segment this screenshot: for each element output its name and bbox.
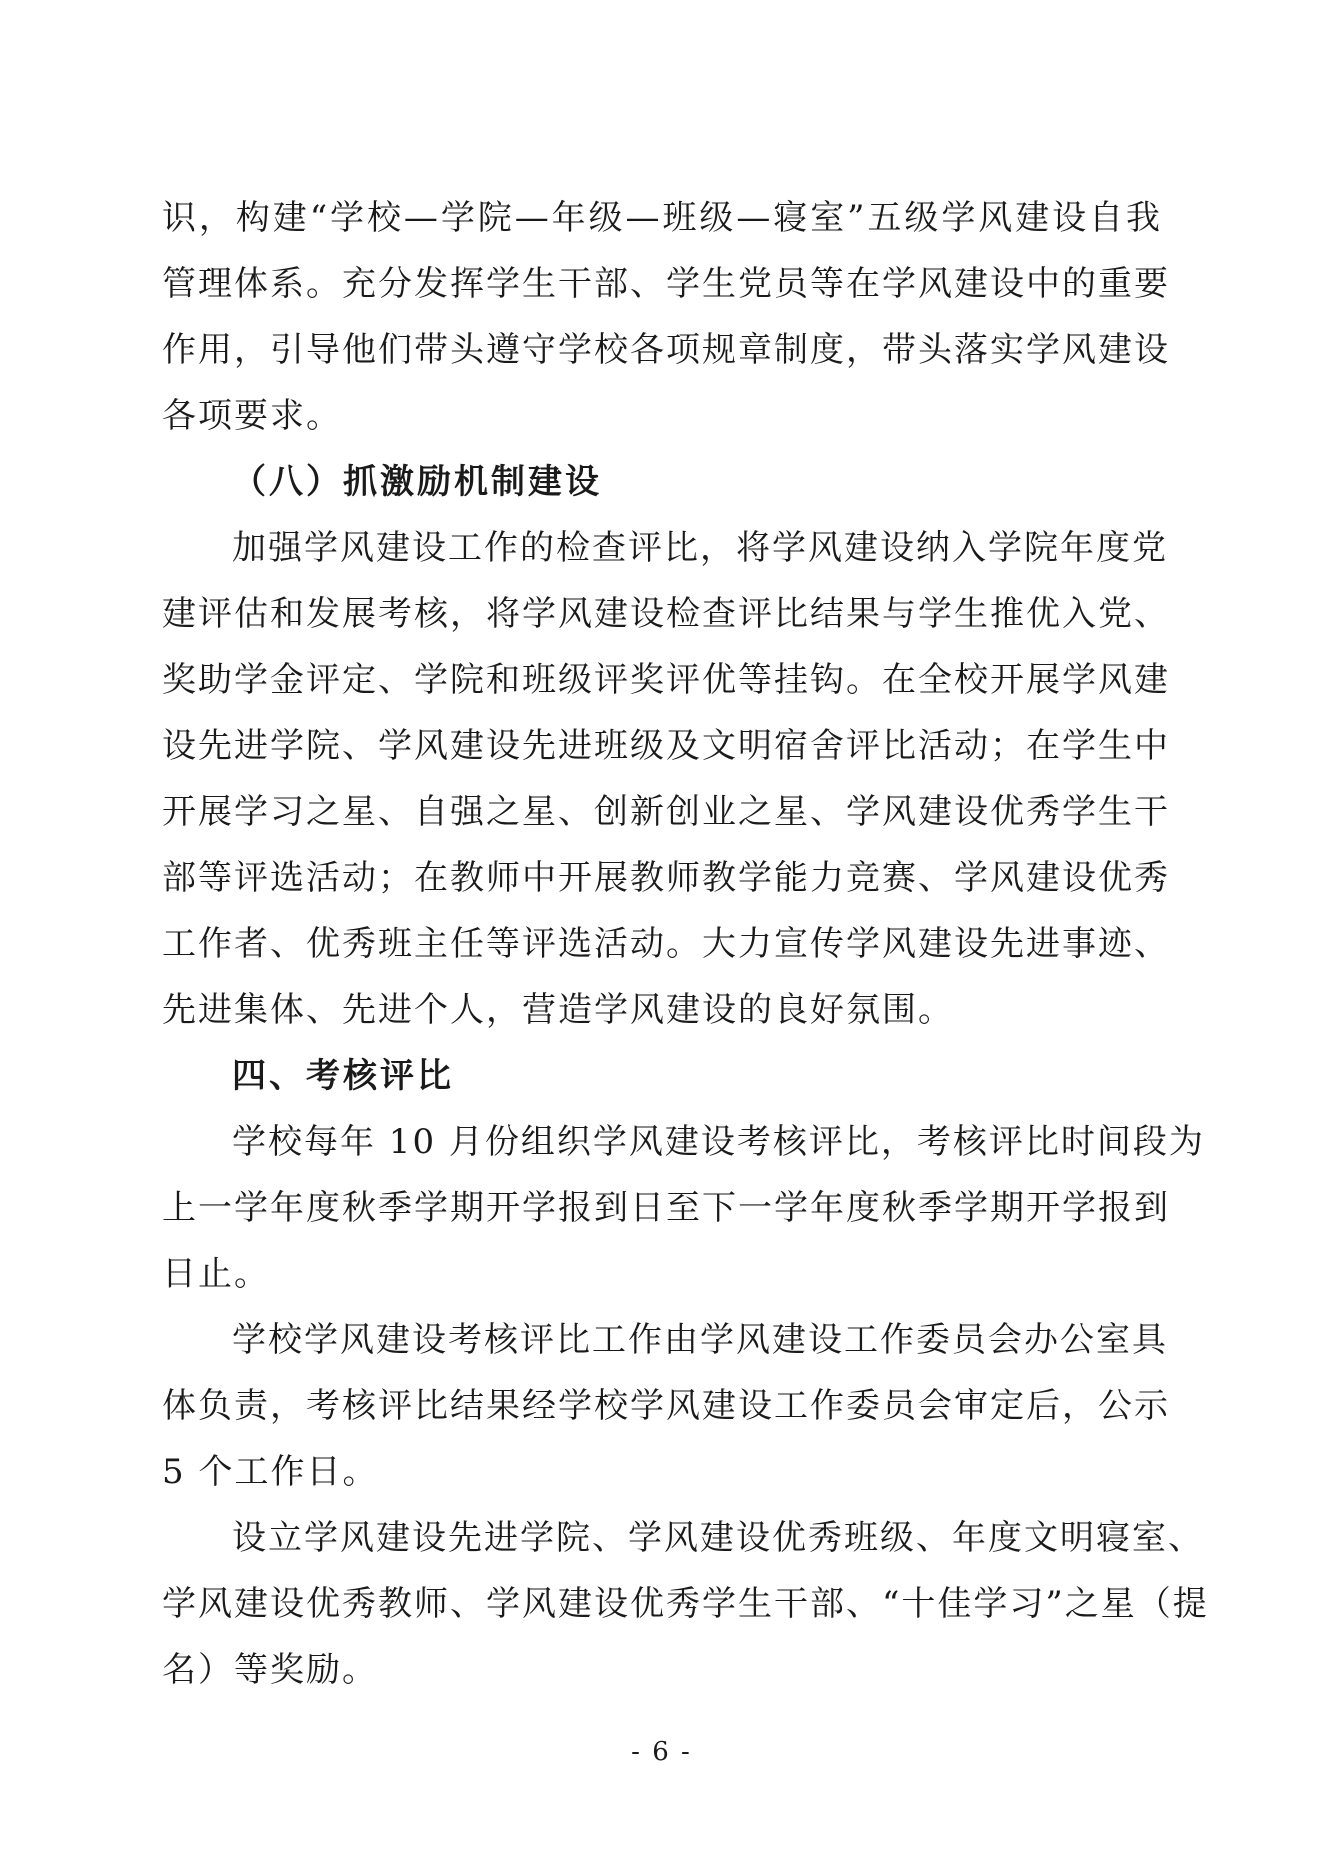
paragraph-line: 建评估和发展考核，将学风建设检查评比结果与学生推优入党、 — [162, 594, 1170, 634]
section-heading: 四、考核评比 — [232, 1056, 454, 1096]
paragraph-line: 部等评选活动；在教师中开展教师教学能力竞赛、学风建设优秀 — [162, 858, 1170, 898]
paragraph-line: 作用，引导他们带头遵守学校各项规章制度，带头落实学风建设 — [162, 330, 1170, 370]
paragraph-line: 设先进学院、学风建设先进班级及文明宿舍评比活动；在学生中 — [162, 726, 1170, 766]
paragraph-line: 名）等奖励。 — [162, 1650, 378, 1690]
paragraph-line: 识，构建“学校—学院—年级—班级—寝室”五级学风建设自我 — [162, 198, 1162, 238]
paragraph-line: 学风建设优秀教师、学风建设优秀学生干部、“十佳学习”之星（提 — [162, 1584, 1209, 1624]
paragraph-line: 5 个工作日。 — [162, 1452, 379, 1492]
paragraph-line: 加强学风建设工作的检查评比，将学风建设纳入学院年度党 — [232, 528, 1168, 568]
paragraph-line: 上一学年度秋季学期开学报到日至下一学年度秋季学期开学报到 — [162, 1188, 1170, 1228]
paragraph-line: 学校学风建设考核评比工作由学风建设工作委员会办公室具 — [232, 1320, 1168, 1360]
paragraph-line: 先进集体、先进个人，营造学风建设的良好氛围。 — [162, 990, 954, 1030]
paragraph-line: 奖助学金评定、学院和班级评奖评优等挂钩。在全校开展学风建 — [162, 660, 1170, 700]
paragraph-line: 设立学风建设先进学院、学风建设优秀班级、年度文明寝室、 — [232, 1518, 1204, 1558]
paragraph-line: 各项要求。 — [162, 396, 342, 436]
paragraph-line: 管理体系。充分发挥学生干部、学生党员等在学风建设中的重要 — [162, 264, 1170, 304]
page-number: - 6 - — [631, 1737, 692, 1767]
paragraph-line: 体负责，考核评比结果经学校学风建设工作委员会审定后，公示 — [162, 1386, 1170, 1426]
section-heading: （八）抓激励机制建设 — [232, 462, 602, 502]
paragraph-line: 开展学习之星、自强之星、创新创业之星、学风建设优秀学生干 — [162, 792, 1170, 832]
paragraph-line: 日止。 — [162, 1254, 270, 1294]
paragraph-line: 工作者、优秀班主任等评选活动。大力宣传学风建设先进事迹、 — [162, 924, 1170, 964]
paragraph-line: 学校每年 10 月份组织学风建设考核评比，考核评比时间段为 — [232, 1122, 1205, 1162]
